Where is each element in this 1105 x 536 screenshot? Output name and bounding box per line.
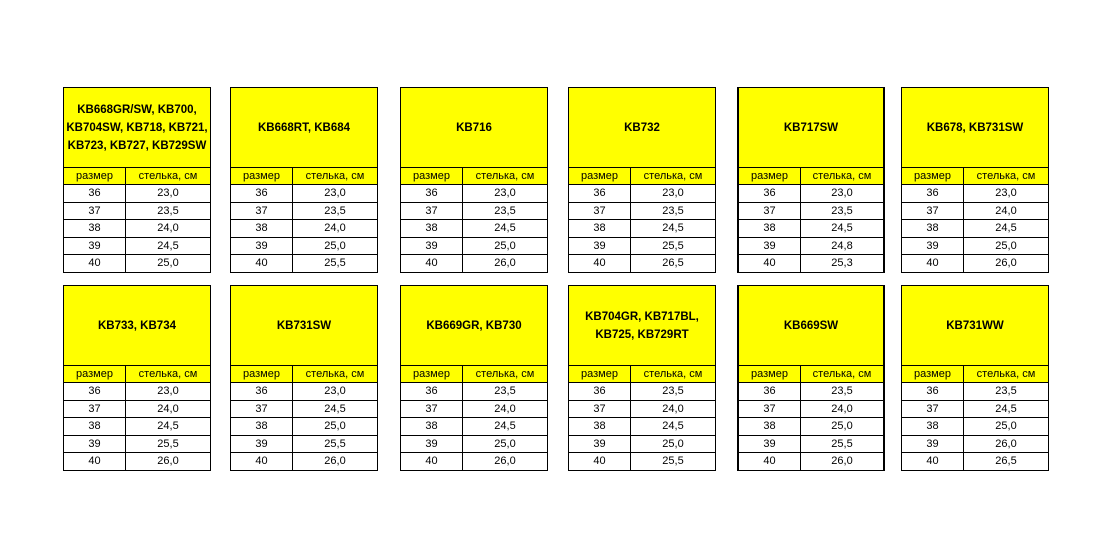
size-table [400, 285, 548, 471]
size-column-header: размер [902, 168, 964, 184]
insole-length-cell: 25,0 [995, 420, 1017, 433]
insole-length-cell: 25,5 [831, 437, 853, 450]
size-cell: 38 [739, 220, 801, 237]
table-row [569, 219, 715, 237]
model-title: KB668GR/SW, KB700, KB704SW, KB718, KB721, KB723, KB727, KB729SW [64, 88, 210, 168]
size-cell: 39 [739, 238, 801, 255]
insole-length-cell: 24,5 [831, 222, 853, 235]
size-table [901, 87, 1049, 273]
insole-length-cell: 23,5 [831, 385, 853, 398]
size-cell: 36 [231, 383, 293, 400]
size-cell: 36 [902, 185, 964, 202]
size-cell: 39 [64, 238, 126, 255]
size-cell: 38 [569, 220, 631, 237]
insole-length-cell: 24,8 [831, 239, 853, 252]
insole-column-header: стелька, см [812, 368, 872, 380]
insole-length-cell: 26,0 [324, 455, 346, 468]
size-column-header: размер [401, 168, 463, 184]
size-cell: 37 [569, 401, 631, 418]
size-table [568, 285, 716, 471]
insole-length-cell: 25,0 [494, 239, 516, 252]
size-table [230, 87, 378, 273]
insole-length-cell: 25,5 [662, 455, 684, 468]
table-row [231, 382, 377, 400]
table-row [401, 237, 547, 255]
column-header-row [231, 366, 377, 382]
table-row [231, 219, 377, 237]
insole-length-cell: 23,5 [157, 204, 179, 217]
size-cell: 37 [902, 401, 964, 418]
size-column-header: размер [231, 366, 293, 382]
insole-length-cell: 23,0 [324, 187, 346, 200]
size-cell: 39 [231, 238, 293, 255]
table-row [569, 184, 715, 202]
table-row [569, 202, 715, 220]
insole-length-cell: 26,0 [831, 455, 853, 468]
insole-column-header: стелька, см [475, 368, 535, 380]
column-header-row [569, 366, 715, 382]
insole-column-header: стелька, см [305, 368, 365, 380]
size-table [230, 285, 378, 471]
size-table [63, 285, 211, 471]
insole-length-cell: 24,5 [324, 402, 346, 415]
size-cell: 39 [401, 436, 463, 453]
table-row [739, 237, 883, 255]
insole-length-cell: 24,0 [662, 402, 684, 415]
model-title: KB678, KB731SW [902, 88, 1048, 168]
insole-length-cell: 24,0 [157, 402, 179, 415]
column-header-row [64, 168, 210, 184]
table-row [739, 202, 883, 220]
insole-length-cell: 23,0 [831, 187, 853, 200]
insole-length-cell: 23,0 [995, 187, 1017, 200]
insole-length-cell: 24,0 [324, 222, 346, 235]
size-cell: 39 [902, 436, 964, 453]
model-title: KB717SW [739, 88, 883, 168]
insole-length-cell: 26,0 [995, 257, 1017, 270]
size-cell: 37 [64, 401, 126, 418]
column-header-row [401, 366, 547, 382]
table-row [401, 219, 547, 237]
insole-length-cell: 23,0 [662, 187, 684, 200]
size-column-header: размер [739, 366, 801, 382]
size-cell: 37 [739, 203, 801, 220]
table-row [231, 435, 377, 453]
size-cell: 36 [902, 383, 964, 400]
insole-length-cell: 26,0 [157, 455, 179, 468]
insole-length-cell: 25,3 [831, 257, 853, 270]
size-cell: 37 [231, 203, 293, 220]
column-header-row [64, 366, 210, 382]
size-cell: 39 [569, 436, 631, 453]
table-row [739, 452, 883, 470]
size-column-header: размер [739, 168, 801, 184]
insole-length-cell: 23,5 [494, 385, 516, 398]
table-row [401, 400, 547, 418]
model-title: KB716 [401, 88, 547, 168]
size-cell: 38 [902, 220, 964, 237]
size-column-header: размер [231, 168, 293, 184]
table-row [739, 400, 883, 418]
size-column-header: размер [569, 168, 631, 184]
size-cell: 38 [231, 418, 293, 435]
column-header-row [739, 168, 883, 184]
size-table [737, 285, 885, 471]
size-cell: 36 [569, 185, 631, 202]
insole-length-cell: 24,5 [494, 420, 516, 433]
insole-column-header: стелька, см [643, 170, 703, 182]
table-row [231, 254, 377, 272]
size-column-header: размер [902, 366, 964, 382]
insole-length-cell: 25,0 [995, 239, 1017, 252]
table-row [401, 435, 547, 453]
size-column-header: размер [64, 168, 126, 184]
size-cell: 36 [569, 383, 631, 400]
size-cell: 39 [401, 238, 463, 255]
table-row [739, 254, 883, 272]
size-cell: 39 [231, 436, 293, 453]
insole-length-cell: 26,0 [494, 257, 516, 270]
table-row [231, 237, 377, 255]
insole-length-cell: 26,0 [995, 437, 1017, 450]
table-row [902, 400, 1048, 418]
size-cell: 38 [401, 418, 463, 435]
size-cell: 37 [231, 401, 293, 418]
table-row [739, 417, 883, 435]
model-title: KB731WW [902, 286, 1048, 366]
insole-length-cell: 24,5 [494, 222, 516, 235]
size-cell: 37 [569, 203, 631, 220]
insole-length-cell: 23,5 [995, 385, 1017, 398]
table-row [902, 219, 1048, 237]
insole-length-cell: 23,5 [662, 204, 684, 217]
insole-length-cell: 23,5 [831, 204, 853, 217]
model-title: KB732 [569, 88, 715, 168]
insole-length-cell: 25,0 [662, 437, 684, 450]
table-row [64, 254, 210, 272]
insole-length-cell: 23,0 [324, 385, 346, 398]
insole-length-cell: 25,0 [157, 257, 179, 270]
size-table [63, 87, 211, 273]
insole-length-cell: 24,5 [995, 402, 1017, 415]
insole-length-cell: 25,0 [324, 420, 346, 433]
table-row [401, 184, 547, 202]
size-cell: 36 [739, 185, 801, 202]
size-table [737, 87, 885, 273]
size-cell: 40 [739, 453, 801, 470]
table-row [64, 435, 210, 453]
size-table [901, 285, 1049, 471]
table-row [231, 417, 377, 435]
column-header-row [902, 366, 1048, 382]
size-cell: 36 [231, 185, 293, 202]
size-cell: 40 [569, 255, 631, 272]
insole-length-cell: 23,0 [157, 187, 179, 200]
size-cell: 39 [64, 436, 126, 453]
table-row [569, 237, 715, 255]
size-cell: 40 [739, 255, 801, 272]
size-cell: 38 [231, 220, 293, 237]
table-row [401, 254, 547, 272]
size-table [568, 87, 716, 273]
insole-length-cell: 23,5 [494, 204, 516, 217]
size-cell: 37 [401, 401, 463, 418]
table-row [739, 435, 883, 453]
table-row [64, 202, 210, 220]
model-title: KB668RT, KB684 [231, 88, 377, 168]
insole-column-header: стелька, см [812, 170, 872, 182]
size-column-header: размер [569, 366, 631, 382]
size-cell: 40 [401, 453, 463, 470]
insole-length-cell: 23,0 [494, 187, 516, 200]
size-cell: 40 [231, 453, 293, 470]
table-row [569, 452, 715, 470]
size-cell: 36 [64, 185, 126, 202]
insole-column-header: стелька, см [475, 170, 535, 182]
table-row [64, 400, 210, 418]
table-row [569, 382, 715, 400]
insole-length-cell: 25,5 [157, 437, 179, 450]
size-cell: 36 [739, 383, 801, 400]
insole-length-cell: 24,0 [157, 222, 179, 235]
table-row [739, 219, 883, 237]
table-row [401, 452, 547, 470]
size-cell: 38 [64, 220, 126, 237]
insole-column-header: стелька, см [643, 368, 703, 380]
table-row [64, 382, 210, 400]
insole-length-cell: 25,0 [831, 420, 853, 433]
insole-length-cell: 24,0 [494, 402, 516, 415]
column-header-row [401, 168, 547, 184]
table-row [64, 184, 210, 202]
size-cell: 40 [569, 453, 631, 470]
column-header-row [902, 168, 1048, 184]
insole-length-cell: 24,5 [157, 420, 179, 433]
table-row [64, 219, 210, 237]
size-table [400, 87, 548, 273]
insole-column-header: стелька, см [138, 170, 198, 182]
size-cell: 37 [64, 203, 126, 220]
insole-column-header: стелька, см [305, 170, 365, 182]
size-cell: 36 [64, 383, 126, 400]
table-row [739, 382, 883, 400]
table-row [902, 202, 1048, 220]
insole-length-cell: 23,0 [157, 385, 179, 398]
insole-length-cell: 23,5 [324, 204, 346, 217]
size-cell: 38 [739, 418, 801, 435]
table-row [569, 435, 715, 453]
model-title: KB731SW [231, 286, 377, 366]
size-cell: 40 [401, 255, 463, 272]
size-cell: 39 [902, 238, 964, 255]
table-row [401, 382, 547, 400]
size-cell: 38 [401, 220, 463, 237]
model-title: KB669SW [739, 286, 883, 366]
insole-length-cell: 24,5 [157, 239, 179, 252]
table-row [64, 237, 210, 255]
table-row [231, 184, 377, 202]
model-title: KB733, KB734 [64, 286, 210, 366]
insole-column-header: стелька, см [138, 368, 198, 380]
size-cell: 36 [401, 383, 463, 400]
table-row [231, 202, 377, 220]
insole-column-header: стелька, см [976, 170, 1036, 182]
size-cell: 38 [902, 418, 964, 435]
insole-length-cell: 23,5 [662, 385, 684, 398]
table-row [902, 254, 1048, 272]
insole-length-cell: 25,5 [324, 437, 346, 450]
size-cell: 39 [739, 436, 801, 453]
table-row [902, 382, 1048, 400]
model-title: KB669GR, KB730 [401, 286, 547, 366]
column-header-row [231, 168, 377, 184]
size-column-header: размер [64, 366, 126, 382]
size-cell: 38 [64, 418, 126, 435]
size-cell: 40 [231, 255, 293, 272]
table-row [231, 400, 377, 418]
table-row [401, 202, 547, 220]
size-cell: 40 [902, 255, 964, 272]
table-row [902, 435, 1048, 453]
table-row [902, 452, 1048, 470]
insole-length-cell: 24,5 [662, 420, 684, 433]
size-cell: 36 [401, 185, 463, 202]
size-cell: 40 [64, 453, 126, 470]
size-cell: 40 [902, 453, 964, 470]
size-cell: 38 [569, 418, 631, 435]
insole-length-cell: 25,0 [494, 437, 516, 450]
table-row [902, 184, 1048, 202]
table-row [739, 184, 883, 202]
column-header-row [739, 366, 883, 382]
table-row [902, 237, 1048, 255]
insole-length-cell: 26,5 [662, 257, 684, 270]
table-row [902, 417, 1048, 435]
size-column-header: размер [401, 366, 463, 382]
insole-length-cell: 25,5 [662, 239, 684, 252]
size-cell: 37 [739, 401, 801, 418]
insole-length-cell: 24,5 [995, 222, 1017, 235]
insole-length-cell: 26,5 [995, 455, 1017, 468]
insole-length-cell: 25,0 [324, 239, 346, 252]
insole-length-cell: 24,5 [662, 222, 684, 235]
insole-length-cell: 26,0 [494, 455, 516, 468]
insole-length-cell: 24,0 [995, 204, 1017, 217]
size-cell: 37 [902, 203, 964, 220]
table-row [231, 452, 377, 470]
insole-length-cell: 24,0 [831, 402, 853, 415]
size-cell: 37 [401, 203, 463, 220]
table-row [401, 417, 547, 435]
table-row [569, 417, 715, 435]
model-title: KB704GR, KB717BL, KB725, KB729RT [569, 286, 715, 366]
table-row [569, 400, 715, 418]
insole-length-cell: 25,5 [324, 257, 346, 270]
size-cell: 40 [64, 255, 126, 272]
size-cell: 39 [569, 238, 631, 255]
insole-column-header: стелька, см [976, 368, 1036, 380]
column-header-row [569, 168, 715, 184]
table-row [64, 452, 210, 470]
table-row [569, 254, 715, 272]
table-row [64, 417, 210, 435]
